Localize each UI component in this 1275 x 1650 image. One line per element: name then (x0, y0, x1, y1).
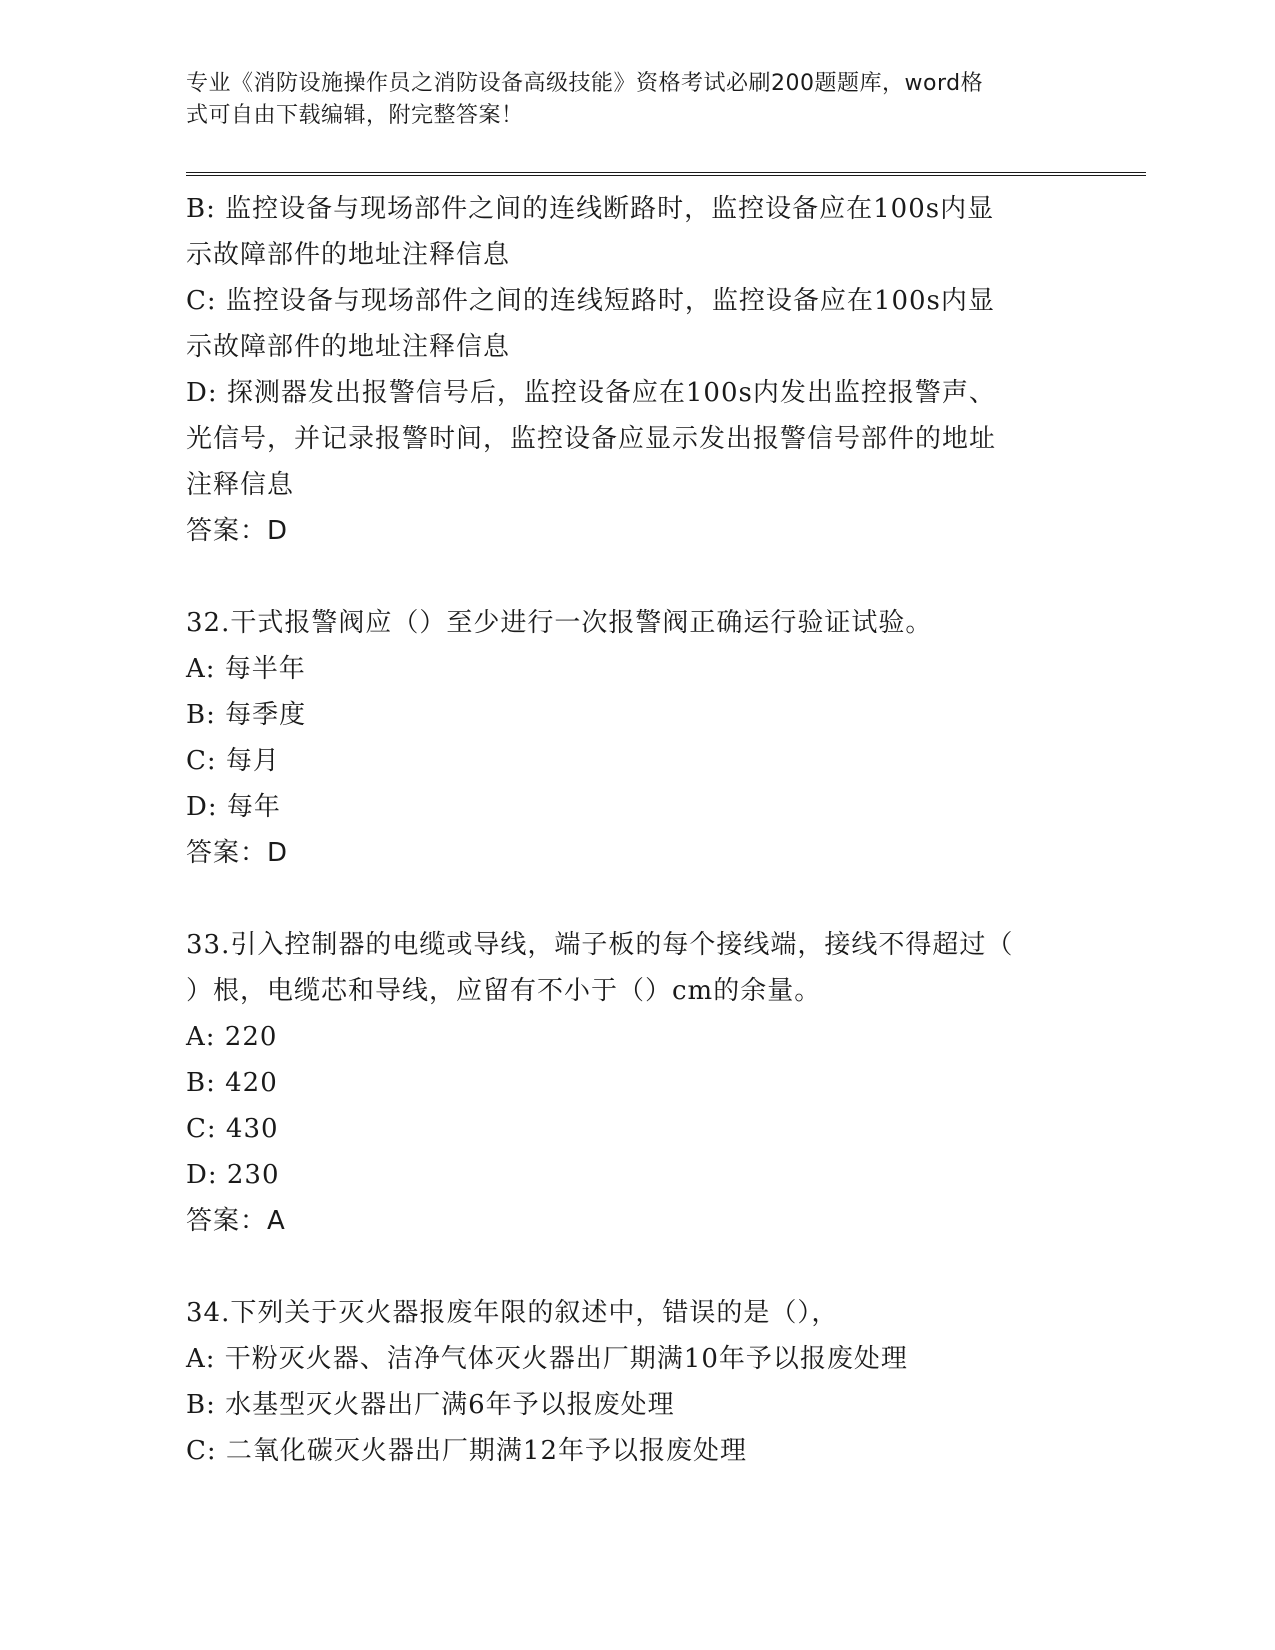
document-page (186, 68, 1146, 1474)
option-a: A: 220 (186, 1022, 278, 1052)
question-stem: 34.下列关于灭火器报废年限的叙述中，错误的是（）， (186, 1298, 839, 1328)
question-34 (186, 1290, 1066, 1474)
header-divider (186, 172, 1146, 176)
option-b-line-2: 示故障部件的地址注释信息 (186, 240, 511, 270)
option-d-line-1: D: 探测器发出报警信号后，监控设备应在100s内发出监控报警声、 (186, 378, 996, 408)
option-b: B: 水基型灭火器出厂满6年予以报废处理 (186, 1390, 675, 1420)
option-c: C: 430 (186, 1114, 279, 1144)
option-c: C: 二氧化碳灭火器出厂期满12年予以报废处理 (186, 1436, 748, 1466)
option-b: B: 420 (186, 1068, 278, 1098)
spacer (186, 876, 1066, 922)
option-c-line-2: 示故障部件的地址注释信息 (186, 332, 511, 362)
option-c-line-1: C: 监控设备与现场部件之间的连线短路时，监控设备应在100s内显 (186, 286, 995, 316)
option-d: D: 每年 (186, 792, 281, 822)
spacer (186, 1244, 1066, 1290)
question-stem: 32.干式报警阀应（）至少进行一次报警阀正确运行验证试验。 (186, 608, 933, 638)
header-line-2: 式可自由下载编辑，附完整答案！ (186, 103, 524, 128)
option-b-line-1: B: 监控设备与现场部件之间的连线断路时，监控设备应在100s内显 (186, 194, 995, 224)
question-stem-line-2: ）根，电缆芯和导线，应留有不小于（）cm的余量。 (186, 976, 822, 1006)
option-d: D: 230 (186, 1160, 280, 1190)
answer: 答案：D (186, 516, 289, 546)
option-b: B: 每季度 (186, 700, 307, 730)
document-header (186, 68, 1066, 132)
option-a: A: 干粉灭火器、洁净气体灭火器出厂期满10年予以报废处理 (186, 1344, 908, 1374)
question-content (186, 186, 1066, 1474)
option-d-line-3: 注释信息 (186, 470, 295, 500)
option-c: C: 每月 (186, 746, 280, 776)
question-32 (186, 600, 1066, 876)
answer: 答案：A (186, 1206, 286, 1236)
spacer (186, 554, 1066, 600)
option-d-line-2: 光信号，并记录报警时间，监控设备应显示发出报警信号部件的地址 (186, 424, 997, 454)
question-stem-line-1: 33.引入控制器的电缆或导线，端子板的每个接线端，接线不得超过（ (186, 930, 1014, 960)
question-33 (186, 922, 1066, 1244)
answer: 答案：D (186, 838, 289, 868)
question-31-tail (186, 186, 1066, 554)
option-a: A: 每半年 (186, 654, 306, 684)
header-line-1: 专业《消防设施操作员之消防设备高级技能》资格考试必刷200题题库，word格 (186, 71, 984, 96)
